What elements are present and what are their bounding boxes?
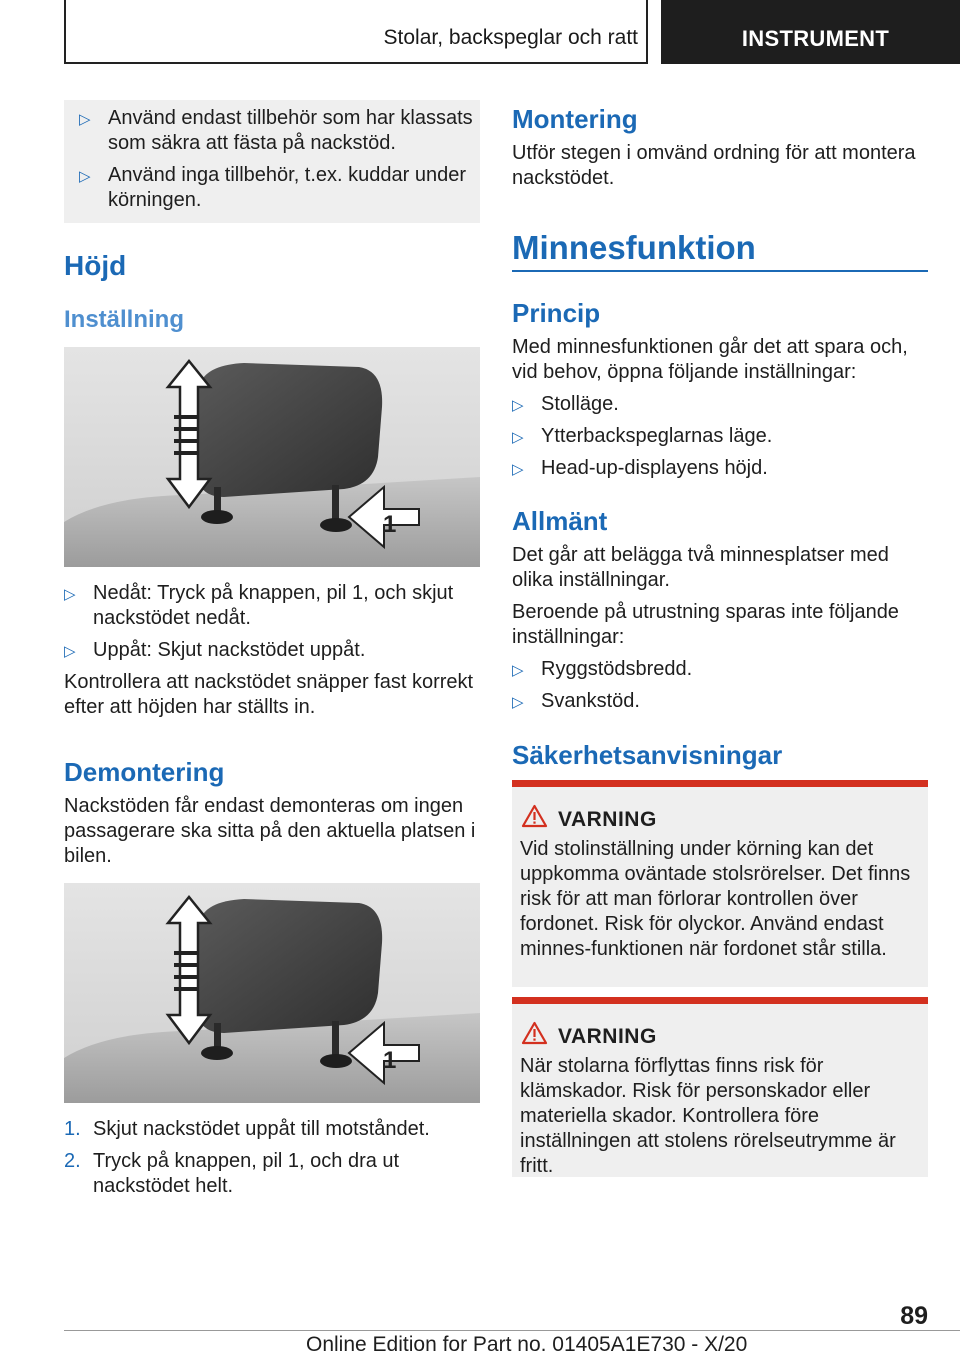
list-item: ▷ Uppåt: Skjut nackstödet uppåt.: [64, 638, 476, 663]
headrest-adjust-image: [64, 347, 480, 567]
callout-label: 1: [383, 511, 397, 538]
header-chapter-label: INSTRUMENT: [741, 26, 890, 51]
heading-hojd: Höjd: [64, 250, 127, 281]
triangle-right-icon: ▷: [79, 111, 91, 128]
heading-sakerhetsanvisningar: Säkerhetsanvisningar: [512, 740, 783, 770]
warning-box: [512, 780, 928, 987]
triangle-right-icon: ▷: [512, 694, 524, 711]
paragraph: Nackstöden får endast demonteras om ingen passagerare ska sitta på den aktuella platsen i bilen.: [64, 795, 476, 867]
footer-divider: [64, 1330, 960, 1331]
triangle-right-icon: ▷: [512, 662, 524, 679]
footer-edition: Online Edition for Part no. 01405A1E730 - X/20: [306, 1333, 748, 1356]
heading-demontering: Demontering: [64, 757, 225, 787]
list-item: ▷ Svankstöd.: [512, 689, 924, 714]
callout-label: 1: [383, 1047, 397, 1074]
paragraph: Utför stegen i omvänd ordning för att montera nackstödet.: [512, 142, 916, 189]
triangle-right-icon: ▷: [64, 586, 76, 603]
paragraph: Beroende på utrustning sparas inte följande inställningar:: [512, 601, 899, 648]
triangle-right-icon: ▷: [64, 643, 76, 660]
list-item: ▷ Head-up-displayens höjd.: [512, 456, 924, 481]
warning-text: När stolarna förflyttas finns risk för klämskador. Risk för personskador eller materiella skador. Kontrollera före inställningen att stolens rörelseutrymme är fritt.: [520, 1055, 896, 1177]
list-item: ▷ Stolläge.: [512, 392, 924, 417]
list-item: ▷ Nedåt: Tryck på knappen, pil 1, och skjut nackstödet nedåt.: [64, 582, 454, 629]
list-item: ▷ Använd endast tillbehör som har klassats som säkra att fästa på nackstöd.: [79, 107, 473, 154]
warning-triangle-icon: [521, 1021, 548, 1045]
list-item: ▷ Ytterbackspeglarnas läge.: [512, 424, 924, 449]
triangle-right-icon: ▷: [79, 168, 91, 185]
step-item: 1. Skjut nackstödet uppåt till motståndet.: [64, 1118, 430, 1140]
headrest-remove-image: [64, 883, 480, 1103]
heading-installning: Inställning: [64, 306, 184, 333]
heading-montering: Montering: [512, 104, 638, 134]
triangle-right-icon: ▷: [512, 461, 524, 478]
heading-minnesfunktion: Minnesfunktion: [512, 229, 756, 266]
header-section-title: Stolar, backspeglar och ratt: [383, 26, 638, 49]
step-number: 2.: [64, 1150, 81, 1172]
step-item: 2. Tryck på knappen, pil 1, och dra ut nackstödet helt.: [64, 1150, 400, 1197]
warning-bar: [512, 780, 928, 787]
heading-rule: [512, 270, 928, 272]
page-number: 89: [900, 1302, 928, 1330]
warning-triangle-icon: [521, 804, 548, 828]
triangle-right-icon: ▷: [512, 429, 524, 446]
paragraph: Det går att belägga två minnesplatser med olika inställningar.: [512, 544, 889, 591]
heading-allmant: Allmänt: [512, 506, 608, 536]
triangle-right-icon: ▷: [512, 397, 524, 414]
paragraph: Med minnesfunktionen går det att spara och, vid behov, öppna följande inställningar:: [512, 336, 908, 383]
warning-title: VARNING: [558, 808, 657, 831]
headrest-illustration: [64, 347, 480, 567]
warning-box: [512, 997, 928, 1177]
warning-bar: [512, 997, 928, 1004]
headrest-illustration: [64, 883, 480, 1103]
list-item: ▷ Använd inga tillbehör, t.ex. kuddar under körningen.: [79, 164, 467, 211]
list-item: ▷ Ryggstödsbredd.: [512, 657, 924, 682]
step-number: 1.: [64, 1118, 81, 1140]
paragraph: Kontrollera att nackstödet snäpper fast korrekt efter att höjden har ställts in.: [64, 671, 474, 718]
warning-title: VARNING: [558, 1025, 657, 1048]
heading-princip: Princip: [512, 298, 601, 328]
warning-text: Vid stolinställning under körning kan det uppkomma oväntade stolsrörelser. Det finns risk för att man förlorar kontrollen över fordonet. Risk för olyckor. Använd endast minnes-funktionen när fordonet står stilla.: [520, 838, 911, 960]
